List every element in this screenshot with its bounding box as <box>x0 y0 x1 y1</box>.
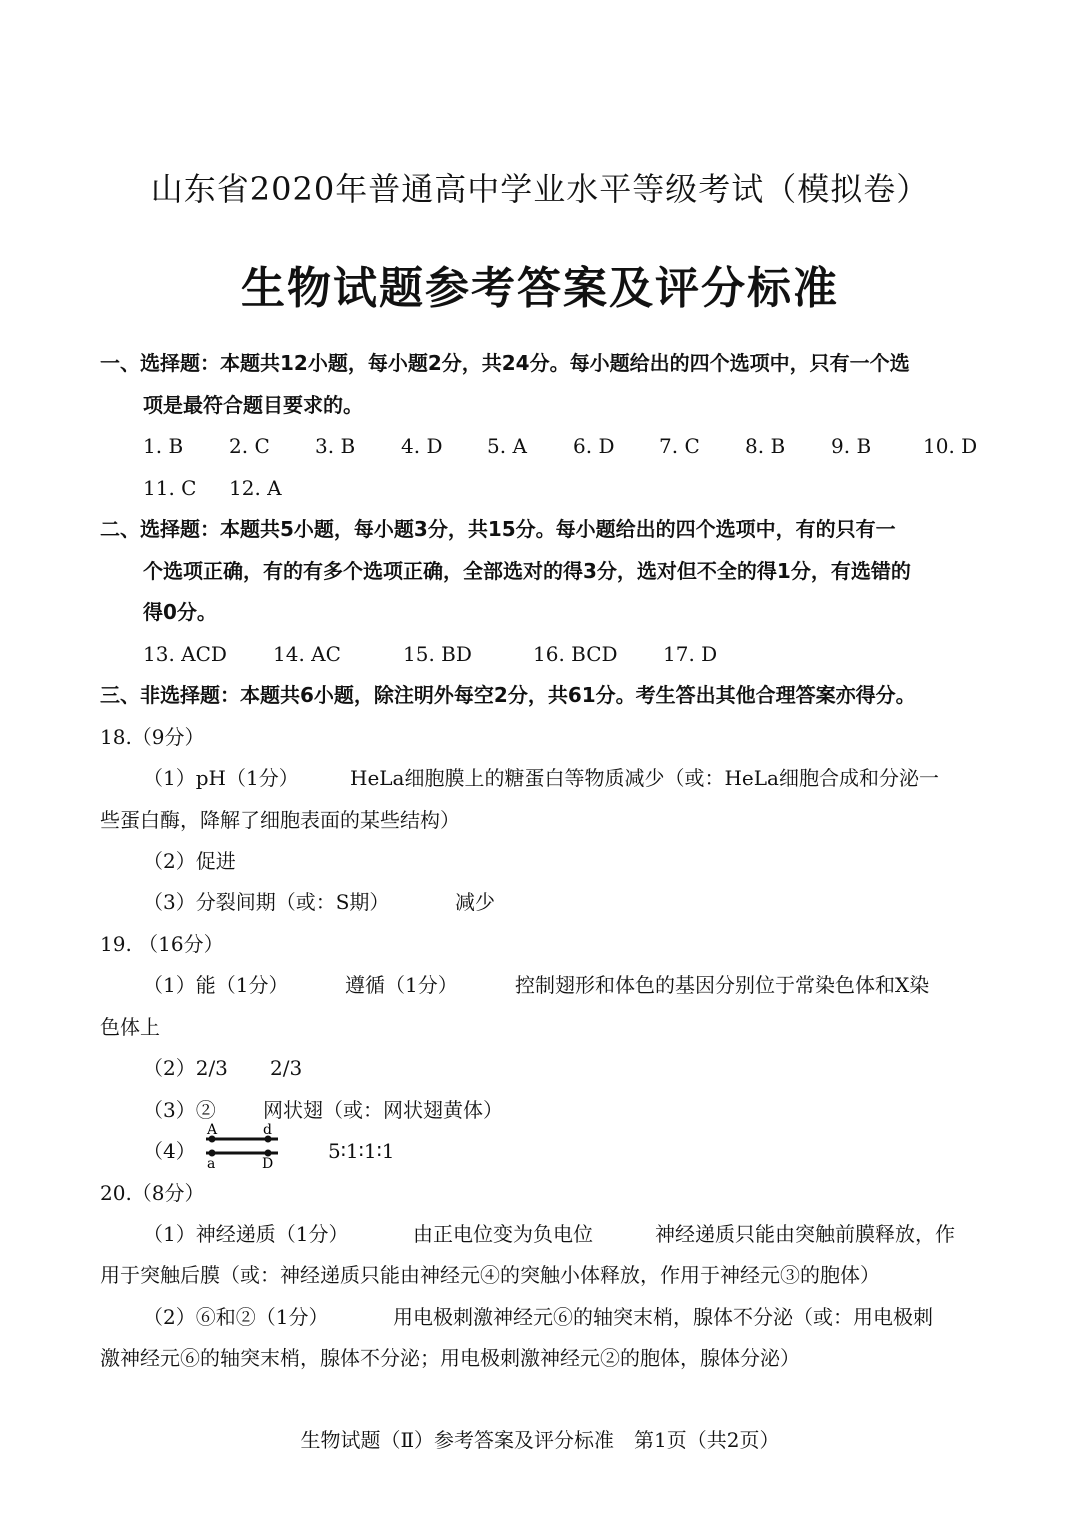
q19-part4a: （4） <box>143 1139 196 1163</box>
section1-heading: 一、选择题：本题共12小题，每小题2分，共24分。每小题给出的四个选项中，只有一个选 <box>100 351 910 375</box>
q18-part1c: 些蛋白酶，降解了细胞表面的某些结构） <box>100 808 460 832</box>
q19-part1b: 遵循（1分） <box>345 973 458 997</box>
q20-part2b: 用电极刺激神经元⑥的轴突末梢，腺体不分泌（或：用电极刺 <box>393 1305 933 1329</box>
q20-part1d: 用于突触后膜（或：神经递质只能由神经元④的突触小体释放，作用于神经元③的胞体） <box>100 1263 880 1287</box>
answer-1: 1. B <box>143 434 184 458</box>
answer-15: 15. BD <box>403 642 472 666</box>
q20-label: 20.（8分） <box>100 1181 205 1205</box>
q18-part3b: 减少 <box>455 890 495 914</box>
q19-part1d: 色体上 <box>100 1015 160 1039</box>
gene-label-d: d <box>263 1122 272 1138</box>
gene-label-A: A <box>207 1122 218 1138</box>
answer-12: 12. A <box>229 476 282 500</box>
section1-answers-row1 <box>143 431 993 461</box>
q18-label: 18.（9分） <box>100 725 205 749</box>
chromosome-diagram <box>196 1121 286 1171</box>
q19-label: 19. （16分） <box>100 932 224 956</box>
section2-heading-cont2: 得0分。 <box>143 600 217 624</box>
q19-part4b: 5∶1∶1∶1 <box>328 1139 395 1163</box>
q19-part1a: （1）能（1分） <box>143 973 289 997</box>
q20-part2c: 激神经元⑥的轴突末梢，腺体不分泌；用电极刺激神经元②的胞体，腺体分泌） <box>100 1346 800 1370</box>
q20-part1b: 由正电位变为负电位 <box>413 1222 593 1246</box>
answer-8: 8. B <box>745 434 786 458</box>
page-title: 生物试题参考答案及评分标准 <box>241 263 839 314</box>
q18-part1b: HeLa细胞膜上的糖蛋白等物质减少（或：HeLa细胞合成和分泌一 <box>350 766 939 790</box>
q19-part2b: 2/3 <box>270 1056 303 1080</box>
exam-title: 山东省2020年普通高中学业水平等级考试（模拟卷） <box>150 170 930 208</box>
section1-heading-cont: 项是最符合题目要求的。 <box>143 393 363 417</box>
answer-14: 14. AC <box>273 642 341 666</box>
answer-10: 10. D <box>923 434 978 458</box>
answer-13: 13. ACD <box>143 642 227 666</box>
page-footer: 生物试题（Ⅱ）参考答案及评分标准 第1页（共2页） <box>300 1428 780 1452</box>
section2-heading: 二、选择题：本题共5小题，每小题3分，共15分。每小题给出的四个选项中，有的只有一 <box>100 517 896 541</box>
q20-part2a: （2）⑥和②（1分） <box>143 1305 329 1329</box>
q19-part3a: （3）② <box>143 1098 216 1122</box>
answer-7: 7. C <box>659 434 700 458</box>
q19-part3b: 网状翅（或：网状翅黄体） <box>263 1098 503 1122</box>
answer-9: 9. B <box>831 434 872 458</box>
gene-label-D: D <box>262 1156 274 1171</box>
q19-part2a: （2）2/3 <box>143 1056 228 1080</box>
q18-part1a: （1）pH（1分） <box>143 766 299 790</box>
answer-6: 6. D <box>573 434 615 458</box>
q20-part1a: （1）神经递质（1分） <box>143 1222 349 1246</box>
answer-3: 3. B <box>315 434 356 458</box>
answer-16: 16. BCD <box>533 642 618 666</box>
answer-17: 17. D <box>663 642 718 666</box>
answer-2: 2. C <box>229 434 270 458</box>
answer-11: 11. C <box>143 476 197 500</box>
q19-part1c: 控制翅形和体色的基因分别位于常染色体和X染 <box>515 973 930 997</box>
gene-label-a: a <box>207 1156 216 1171</box>
answer-4: 4. D <box>401 434 443 458</box>
section3-heading: 三、非选择题：本题共6小题，除注明外每空2分，共61分。考生答出其他合理答案亦得分。 <box>100 683 916 707</box>
answer-5: 5. A <box>487 434 527 458</box>
section2-answers <box>143 639 743 669</box>
q20-part1c: 神经递质只能由突触前膜释放，作 <box>655 1222 955 1246</box>
section1-answers-row2 <box>143 473 315 503</box>
q18-part3a: （3）分裂间期（或：S期） <box>143 890 390 914</box>
section2-heading-cont1: 个选项正确，有的有多个选项正确，全部选对的得3分，选对但不全的得1分，有选错的 <box>143 559 911 583</box>
q18-part2: （2）促进 <box>143 849 236 873</box>
